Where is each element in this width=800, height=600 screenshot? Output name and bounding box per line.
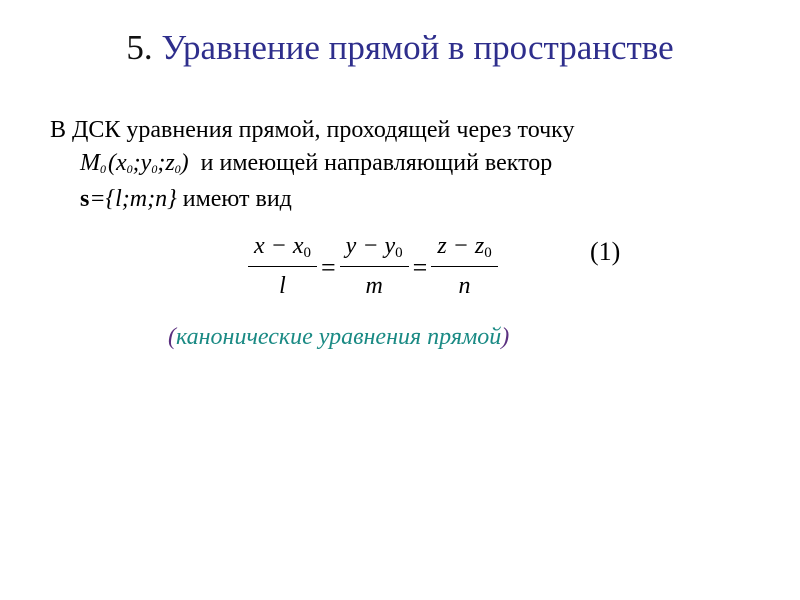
fraction-y-bar bbox=[340, 266, 409, 267]
paragraph-line-3 bbox=[50, 183, 750, 216]
point-coords-close: ) bbox=[180, 150, 189, 176]
caption-close-paren: ) bbox=[501, 324, 510, 350]
caption-open-paren: ( bbox=[168, 324, 176, 350]
fraction-y-denominator: m bbox=[365, 273, 383, 299]
fraction-y-numerator bbox=[340, 231, 409, 264]
body-paragraph bbox=[50, 114, 750, 216]
fraction-x-bar bbox=[248, 266, 317, 267]
equation-caption bbox=[168, 321, 509, 353]
fraction-z-num-sub: 0 bbox=[484, 245, 492, 261]
fraction-z-denominator: n bbox=[458, 273, 471, 299]
title-text: Уравнение прямой в пространстве bbox=[161, 28, 674, 67]
point-coords-open: (x bbox=[108, 150, 127, 176]
fraction-z-numerator bbox=[431, 231, 497, 264]
fraction-y bbox=[340, 231, 409, 301]
point-coords-sep1: ;y bbox=[132, 150, 152, 176]
fraction-x-denominator: l bbox=[279, 273, 286, 299]
x-subscript: 0 bbox=[126, 162, 133, 176]
fraction-y-num-sub: 0 bbox=[395, 245, 403, 261]
title-number: 5. bbox=[126, 28, 153, 67]
fraction-x-num-text: x − x bbox=[254, 233, 304, 259]
fraction-y-num-text: y − y bbox=[345, 233, 396, 259]
z-subscript: 0 bbox=[174, 162, 181, 176]
paragraph-line1-text: В ДСК уравнения прямой, проходящей через точку bbox=[50, 117, 575, 143]
y-subscript: 0 bbox=[151, 162, 158, 176]
vector-value: ={l;m;n} bbox=[89, 186, 177, 212]
equation-number: (1) bbox=[590, 237, 621, 266]
equals-sign-2: = bbox=[412, 253, 428, 282]
paragraph-line3-rest: имеют вид bbox=[176, 186, 292, 212]
point-label: M bbox=[80, 150, 100, 176]
fraction-x bbox=[248, 231, 317, 301]
fraction-z-bar bbox=[431, 266, 497, 267]
slide-title bbox=[0, 24, 800, 72]
vector-label: s bbox=[80, 186, 90, 212]
point-subscript: 0 bbox=[100, 162, 106, 176]
caption-text: канонические уравнения прямой bbox=[176, 324, 502, 350]
canonical-equation bbox=[248, 226, 498, 306]
paragraph-line2-rest: и имеющей направляющий вектор bbox=[188, 150, 553, 176]
equals-sign-1: = bbox=[321, 253, 336, 282]
paragraph-line-2 bbox=[50, 147, 750, 183]
fraction-x-num-sub: 0 bbox=[303, 245, 311, 261]
fraction-z bbox=[431, 231, 497, 301]
paragraph-line-1 bbox=[50, 114, 750, 147]
fraction-x-numerator bbox=[248, 231, 317, 264]
fraction-z-num-text: z − z bbox=[437, 233, 485, 259]
point-coords-sep2: ;z bbox=[157, 150, 175, 176]
